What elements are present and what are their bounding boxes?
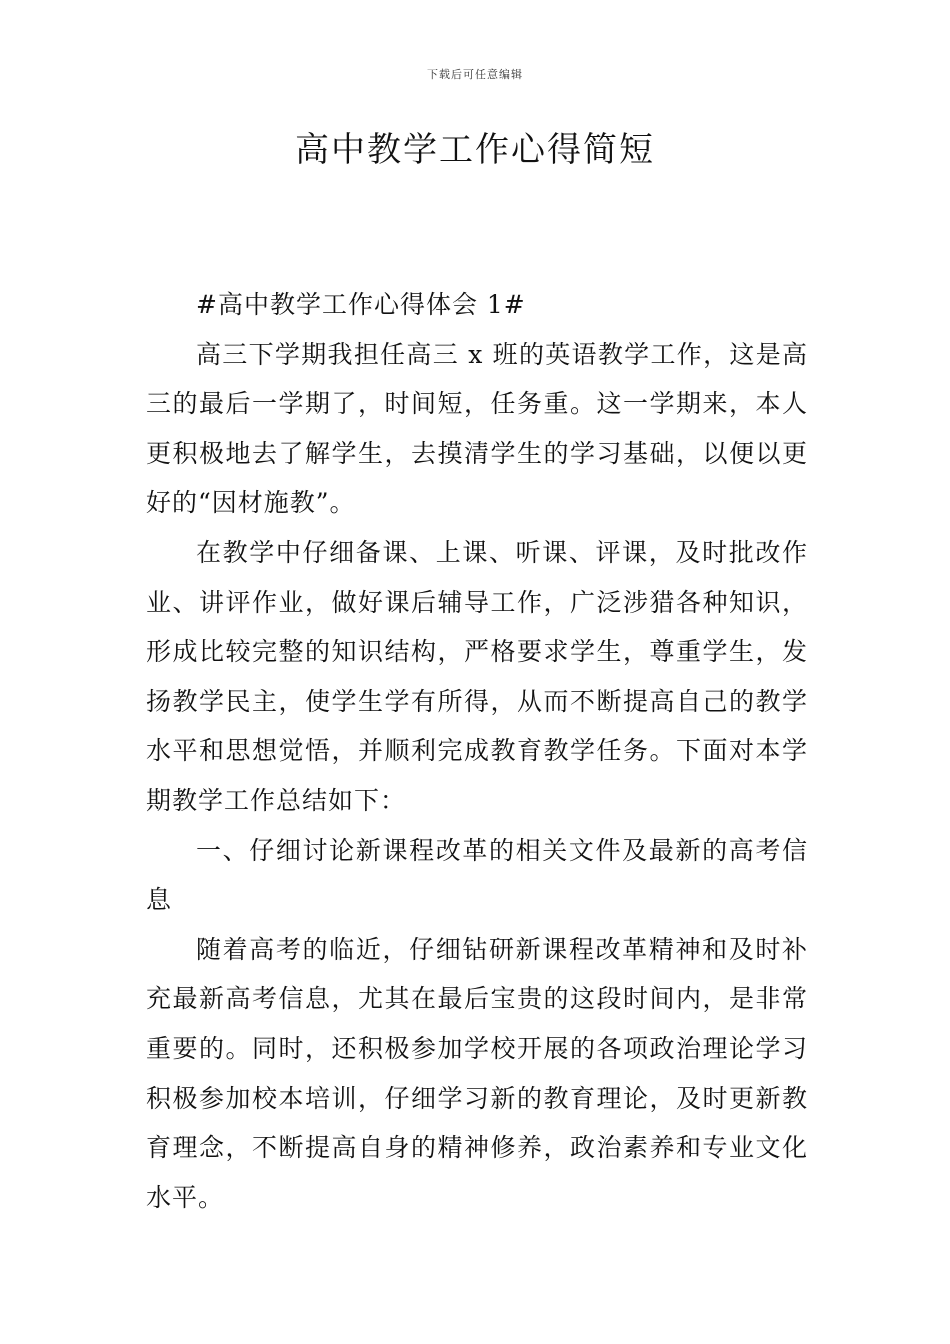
document-body	[146, 280, 808, 1222]
document-title: 高中教学工作心得简短	[295, 130, 655, 170]
subheading-paragraph: 一、仔细讨论新课程改革的相关文件及最新的高考信息	[146, 835, 808, 915]
body-paragraph: 随着高考的临近，仔细钻研新课程改革精神和及时补充最新高考信息，尤其在最后宝贵的这段时间内，是非常重要的。同时，还积极参加学校开展的各项政治理论学习积极参加校本培训，仔细学习新的教育理论，及时更新教育理念，不断提高自身的精神修养，政治素养和专业文化水平。	[146, 934, 808, 1212]
section-heading-paragraph: #高中教学工作心得体会 1#	[196, 290, 526, 319]
body-paragraph: 高三下学期我担任高三 x 班的英语教学工作，这是高三的最后一学期了，时间短，任务重。这一学期来，本人更积极地去了解学生，去摸清学生的学习基础，以便以更好的“因材施教”。	[146, 339, 808, 518]
body-paragraph: 在教学中仔细备课、上课、听课、评课，及时批改作业、讲评作业，做好课后辅导工作，广泛涉猎各种知识，形成比较完整的知识结构，严格要求学生，尊重学生，发扬教学民主，使学生学有所得，从而不断提高自己的教学水平和思想觉悟，并顺利完成教育教学任务。下面对本学期教学工作总结如下：	[146, 537, 808, 815]
header-note: 下载后可任意编辑	[427, 68, 523, 81]
